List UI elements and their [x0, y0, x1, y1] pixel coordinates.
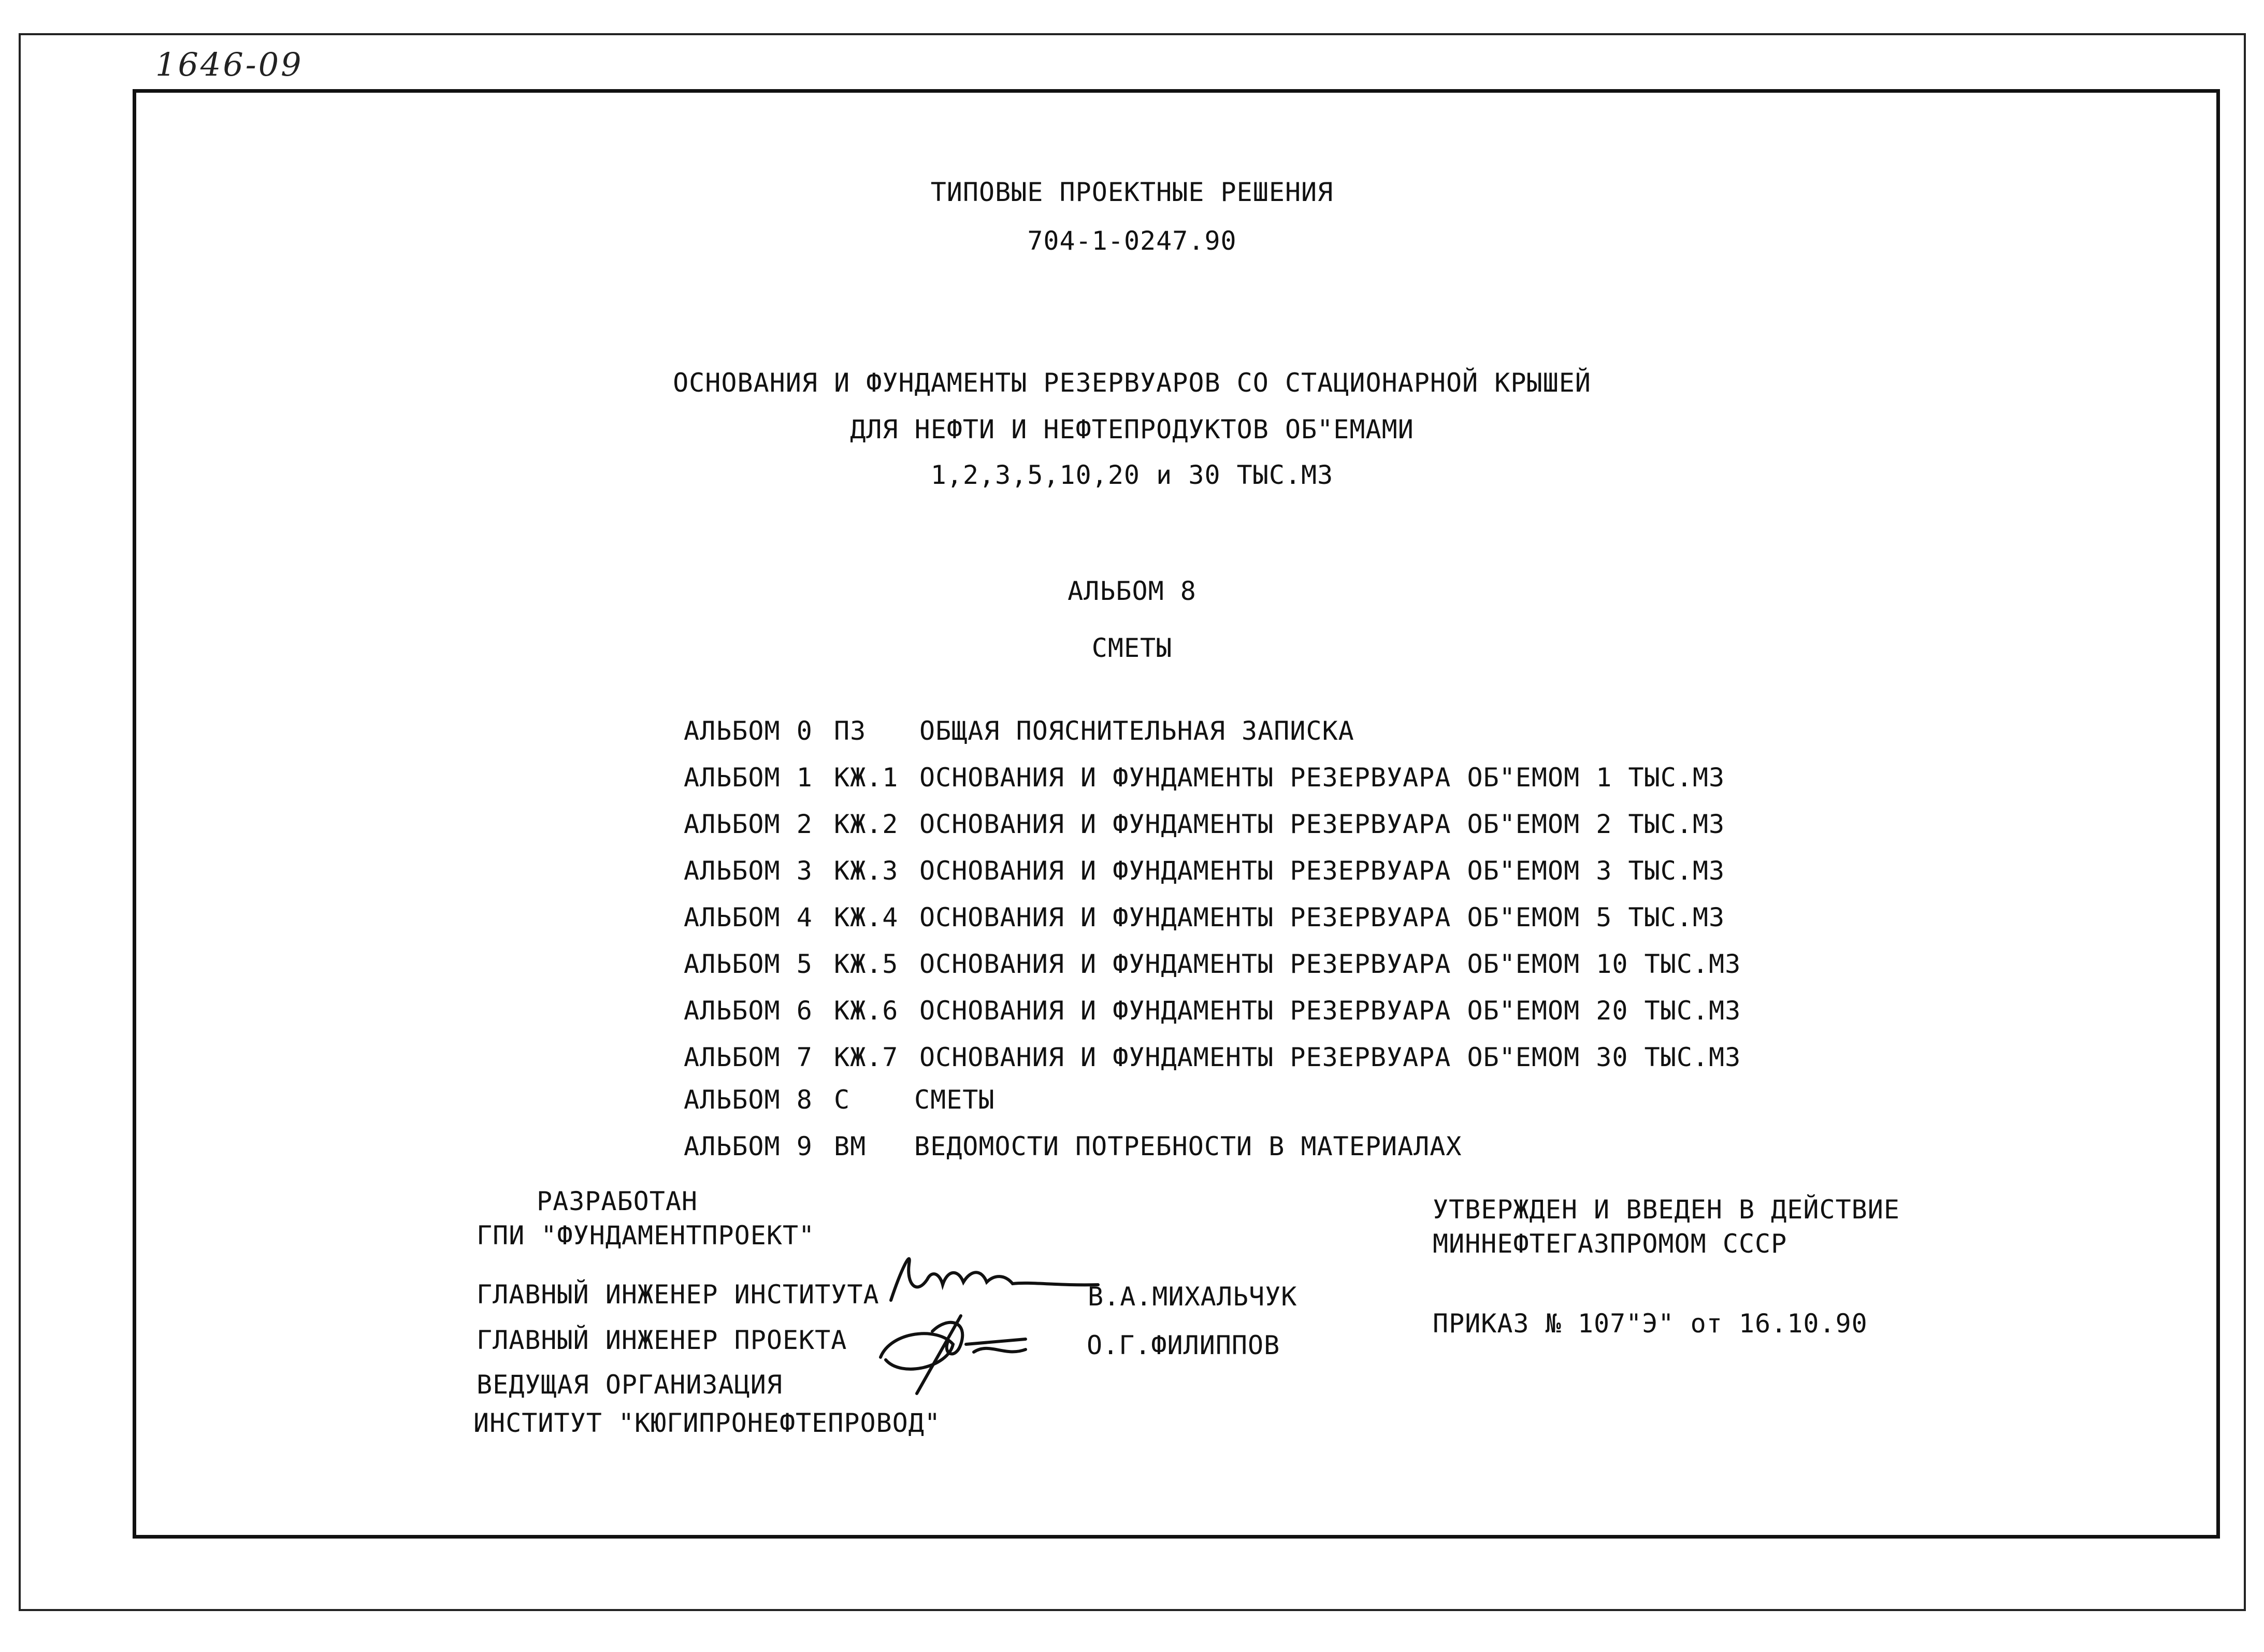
album-code: ПЗ	[834, 716, 867, 746]
album-label: АЛЬБОМ 8	[1068, 576, 1196, 606]
album-code: С	[834, 1085, 850, 1115]
project-title-line-2: ДЛЯ НЕФТИ И НЕФТЕПРОДУКТОВ ОБ"ЕМАМИ	[850, 414, 1414, 444]
album-code: КЖ.6	[834, 996, 899, 1026]
album-number: АЛЬБОМ 6	[684, 996, 813, 1026]
album-number: АЛЬБОМ 1	[684, 763, 813, 793]
lead-org-label: ВЕДУЩАЯ ОРГАНИЗАЦИЯ	[477, 1370, 783, 1400]
album-code: КЖ.7	[834, 1042, 899, 1072]
handwritten-archive-number: 1646-09	[155, 46, 304, 83]
project-title-line-1: ОСНОВАНИЯ И ФУНДАМЕНТЫ РЕЗЕРВУАРОВ СО СТАЦИОНАРНОЙ КРЫШЕЙ	[673, 368, 1591, 398]
signatory-role: ГЛАВНЫЙ ИНЖЕНЕР ИНСТИТУТА	[477, 1280, 879, 1310]
album-title: ОСНОВАНИЯ И ФУНДАМЕНТЫ РЕЗЕРВУАРА ОБ"ЕМОМ 5 ТЫС.М3	[919, 902, 1725, 932]
signatory-name: О.Г.ФИЛИППОВ	[1087, 1330, 1280, 1360]
album-code: КЖ.3	[834, 856, 899, 886]
album-number: АЛЬБОМ 7	[684, 1042, 813, 1072]
album-code: ВМ	[834, 1131, 867, 1161]
album-title: ОБЩАЯ ПОЯСНИТЕЛЬНАЯ ЗАПИСКА	[919, 716, 1354, 746]
approval-order: ПРИКАЗ № 107"Э" от 16.10.90	[1433, 1309, 1868, 1339]
album-title: ОСНОВАНИЯ И ФУНДАМЕНТЫ РЕЗЕРВУАРА ОБ"ЕМОМ 1 ТЫС.М3	[919, 763, 1725, 793]
lead-org-name: ИНСТИТУТ "КЮГИПРОНЕФТЕПРОВОД"	[473, 1408, 941, 1438]
album-code: КЖ.4	[834, 902, 899, 932]
album-number: АЛЬБОМ 5	[684, 949, 813, 979]
album-number: АЛЬБОМ 4	[684, 902, 813, 932]
album-name: СМЕТЫ	[1091, 633, 1173, 663]
album-number: АЛЬБОМ 3	[684, 856, 813, 886]
album-title: ВЕДОМОСТИ ПОТРЕБНОСТИ В МАТЕРИАЛАХ	[914, 1131, 1462, 1161]
album-number: АЛЬБОМ 2	[684, 809, 813, 839]
album-title: СМЕТЫ	[914, 1085, 995, 1115]
album-code: КЖ.5	[834, 949, 899, 979]
album-title: ОСНОВАНИЯ И ФУНДАМЕНТЫ РЕЗЕРВУАРА ОБ"ЕМОМ 3 ТЫС.М3	[919, 856, 1725, 886]
album-title: ОСНОВАНИЯ И ФУНДАМЕНТЫ РЕЗЕРВУАРА ОБ"ЕМОМ 20 ТЫС.М3	[919, 996, 1741, 1026]
project-title-line-3: 1,2,3,5,10,20 и 30 ТЫС.М3	[930, 460, 1334, 490]
signatory-name: В.А.МИХАЛЬЧУК	[1088, 1282, 1297, 1312]
developer-org: ГПИ "ФУНДАМЕНТПРОЕКТ"	[477, 1220, 815, 1251]
album-title: ОСНОВАНИЯ И ФУНДАМЕНТЫ РЕЗЕРВУАРА ОБ"ЕМОМ 10 ТЫС.М3	[919, 949, 1741, 979]
developer-label: РАЗРАБОТАН	[537, 1186, 698, 1216]
signature-chief-engineer-project	[870, 1295, 1046, 1399]
album-code: КЖ.2	[834, 809, 899, 839]
album-code: КЖ.1	[834, 763, 899, 793]
signatory-role: ГЛАВНЫЙ ИНЖЕНЕР ПРОЕКТА	[477, 1325, 847, 1355]
series-number: 704-1-0247.90	[1027, 226, 1237, 256]
approval-line-2: МИННЕФТЕГАЗПРОМОМ СССР	[1433, 1229, 1787, 1259]
album-number: АЛЬБОМ 9	[684, 1131, 813, 1161]
approval-line-1: УТВЕРЖДЕН И ВВЕДЕН В ДЕЙСТВИЕ	[1433, 1195, 1900, 1225]
album-title: ОСНОВАНИЯ И ФУНДАМЕНТЫ РЕЗЕРВУАРА ОБ"ЕМОМ 30 ТЫС.М3	[919, 1042, 1741, 1072]
album-number: АЛЬБОМ 8	[684, 1085, 813, 1115]
series-title: ТИПОВЫЕ ПРОЕКТНЫЕ РЕШЕНИЯ	[930, 177, 1334, 207]
album-number: АЛЬБОМ 0	[684, 716, 813, 746]
album-title: ОСНОВАНИЯ И ФУНДАМЕНТЫ РЕЗЕРВУАРА ОБ"ЕМОМ 2 ТЫС.М3	[919, 809, 1725, 839]
